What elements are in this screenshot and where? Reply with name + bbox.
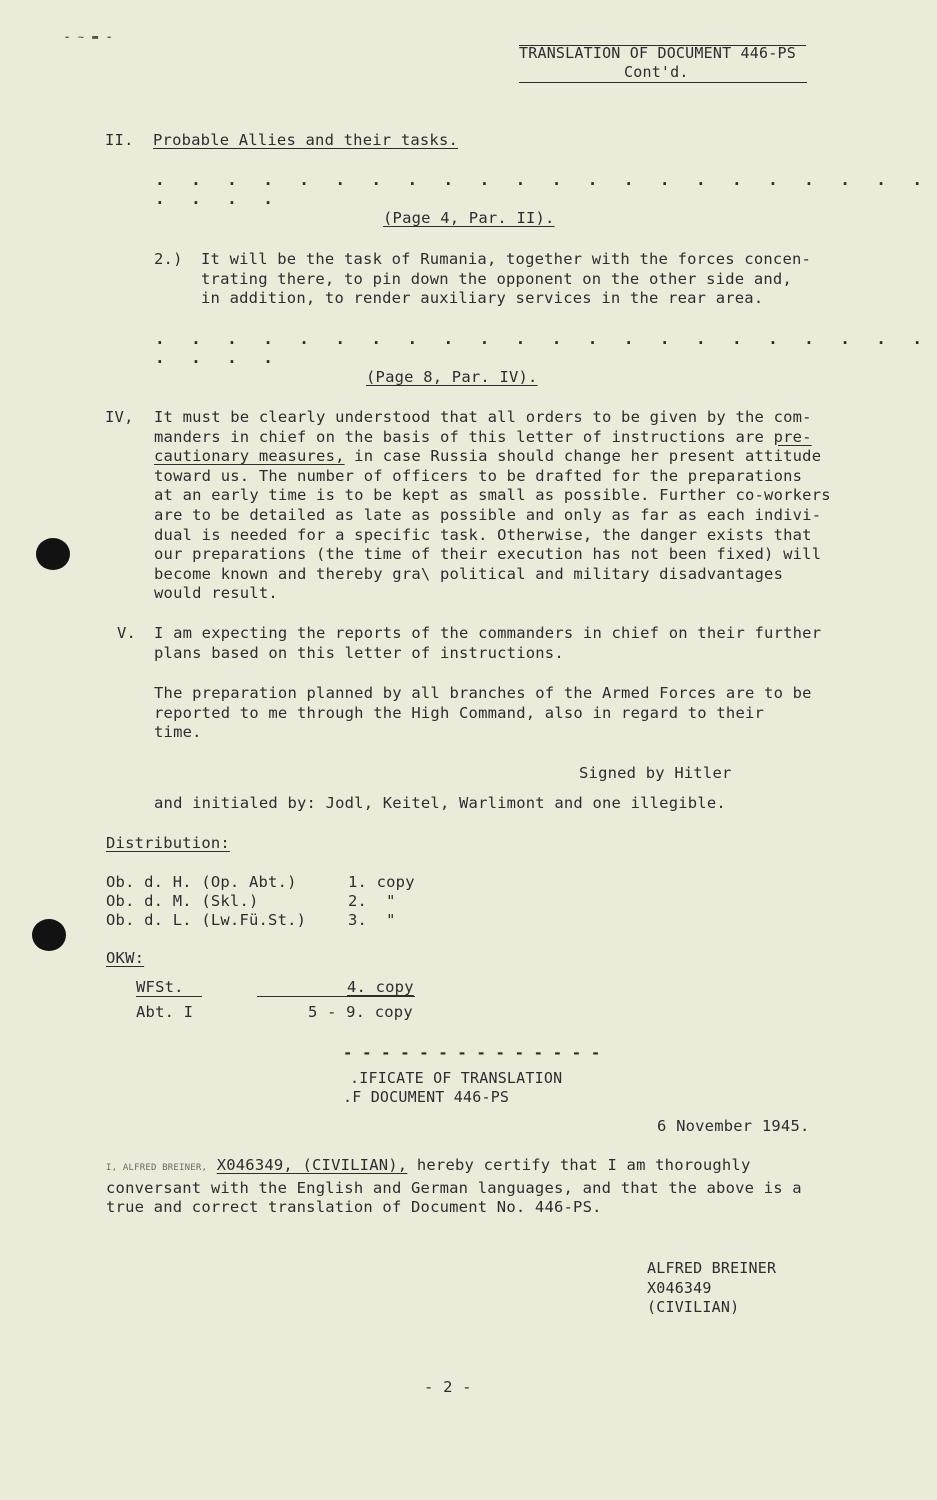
okw-rule-right [257,996,415,997]
section-4-line: at an early time is to be kept as small as possible. Further co-workers [154,486,831,505]
binder-hole-bottom [32,919,66,951]
signatory-name: ALFRED BREINER [647,1259,777,1277]
header-title: TRANSLATION OF DOCUMENT 446-PS [519,44,796,62]
page-ref-2: (Page 8, Par. IV). [366,368,538,386]
section-4-line: toward us. The number of officers to be drafted for the preparations [154,466,803,485]
header-contd: Cont'd. [624,63,689,81]
section-2-number: II. [105,131,134,149]
item-2-line: It will be the task of Rumania, together with the forces concen- [201,250,812,268]
certificate-date: 6 November 1945. [657,1117,810,1135]
certificate-line-text: hereby certify that I am thoroughly [407,1156,751,1174]
section-4-line: would result. [154,584,278,603]
section-5-line: I am expecting the reports of the commanders in chief on their further [154,624,822,642]
item-2-number: 2.) [154,250,183,268]
initialed-by: and initialed by: Jodl, Keitel, Warlimont and one illegible. [154,794,726,812]
omission-dots-2: . . . . . . . . . . . . . . . . . . . . . . . . . . [155,329,931,367]
section-4-line [154,447,831,467]
okw-copy: 4. copy [347,978,414,996]
okw-copy: 5 - 9. copy [308,1003,413,1021]
page-number: - 2 - [424,1378,472,1396]
certificate-subtitle: .F DOCUMENT 446-PS [343,1088,510,1106]
okw-heading: OKW: [106,949,145,967]
certificate-line: conversant with the English and German languages, and that the above is a [106,1178,802,1197]
section-5-line: time. [154,723,202,742]
section-5-paragraph-2 [154,684,812,743]
section-4-line: become known and thereby gra\ political and military disadvantages [154,564,784,583]
binder-hole-top [36,538,70,570]
okw-name: Abt. I [136,1003,194,1021]
signed-by: Signed by Hitler [579,764,732,782]
certificate-line: true and correct translation of Document No. 446-PS. [106,1198,602,1217]
section-4-text [154,408,831,604]
omission-dots-1: . . . . . . . . . . . . . . . . . . . . . . . . . . [155,170,931,208]
distribution-name: Ob. d. M. (Skl.) [106,892,259,910]
section-4-line: It must be clearly understood that all orders to be given by the com- [154,408,812,426]
page-ref-1: (Page 4, Par. II). [383,209,555,227]
distribution-copy: 3. " [348,911,396,929]
item-2-line: in addition, to render auxiliary services in the rear area. [201,289,764,308]
okw-name: WFSt. [136,978,184,996]
item-2-line: trating there, to pin down the opponent on the other side and, [201,269,792,288]
item-2-text [201,250,811,309]
section-4-line [154,428,831,448]
section-5-line: The preparation planned by all branches of the Armed Forces are to be [154,684,812,702]
section-5-number: V. [117,624,137,642]
section-4-emphasis: pre- [773,427,812,446]
certificate-id: X046349, (CIVILIAN), [216,1156,408,1174]
distribution-name: Ob. d. L. (Lw.Fü.St.) [106,911,307,929]
distribution-copy: 1. copy [348,873,415,891]
section-4-line-text: manders in chief on the basis of this letter of instructions are [154,427,774,446]
certificate-name-struck: I, ALFRED BREINER, [106,1163,208,1173]
distribution-name: Ob. d. H. (Op. Abt.) [106,873,297,891]
section-5-line: reported to me through the High Command, also in regard to their [154,703,765,722]
corner-mark: - ~ ▬ - [64,32,114,43]
signatory-id: X046349 [647,1279,712,1297]
section-4-line: are to be detailed as late as possible and only as far as each indivi- [154,505,822,524]
section-5-line: plans based on this letter of instructions. [154,643,564,662]
section-2-heading: Probable Allies and their tasks. [153,131,459,149]
certificate-title: .IFICATE OF TRANSLATION [350,1069,563,1087]
section-4-line-text: in case Russia should change her present attitude [344,447,822,466]
certificate-dashes: - - - - - - - - - - - - - - [343,1044,601,1062]
section-4-number: IV, [105,408,134,426]
section-5-text [154,624,821,663]
section-4-line: dual is needed for a specific task. Otherwise, the danger exists that [154,525,812,544]
signatory-status: (CIVILIAN) [647,1298,740,1316]
section-4-line: our preparations (the time of their execution has not been fixed) will [154,545,822,564]
header-bottom-rule [519,82,807,83]
certificate-line [106,1156,802,1179]
distribution-heading: Distribution: [106,834,230,852]
section-4-emphasis: cautionary measures, [154,447,345,466]
okw-rule-left [136,996,202,997]
distribution-copy: 2. " [348,892,396,910]
certificate-statement [106,1156,802,1218]
